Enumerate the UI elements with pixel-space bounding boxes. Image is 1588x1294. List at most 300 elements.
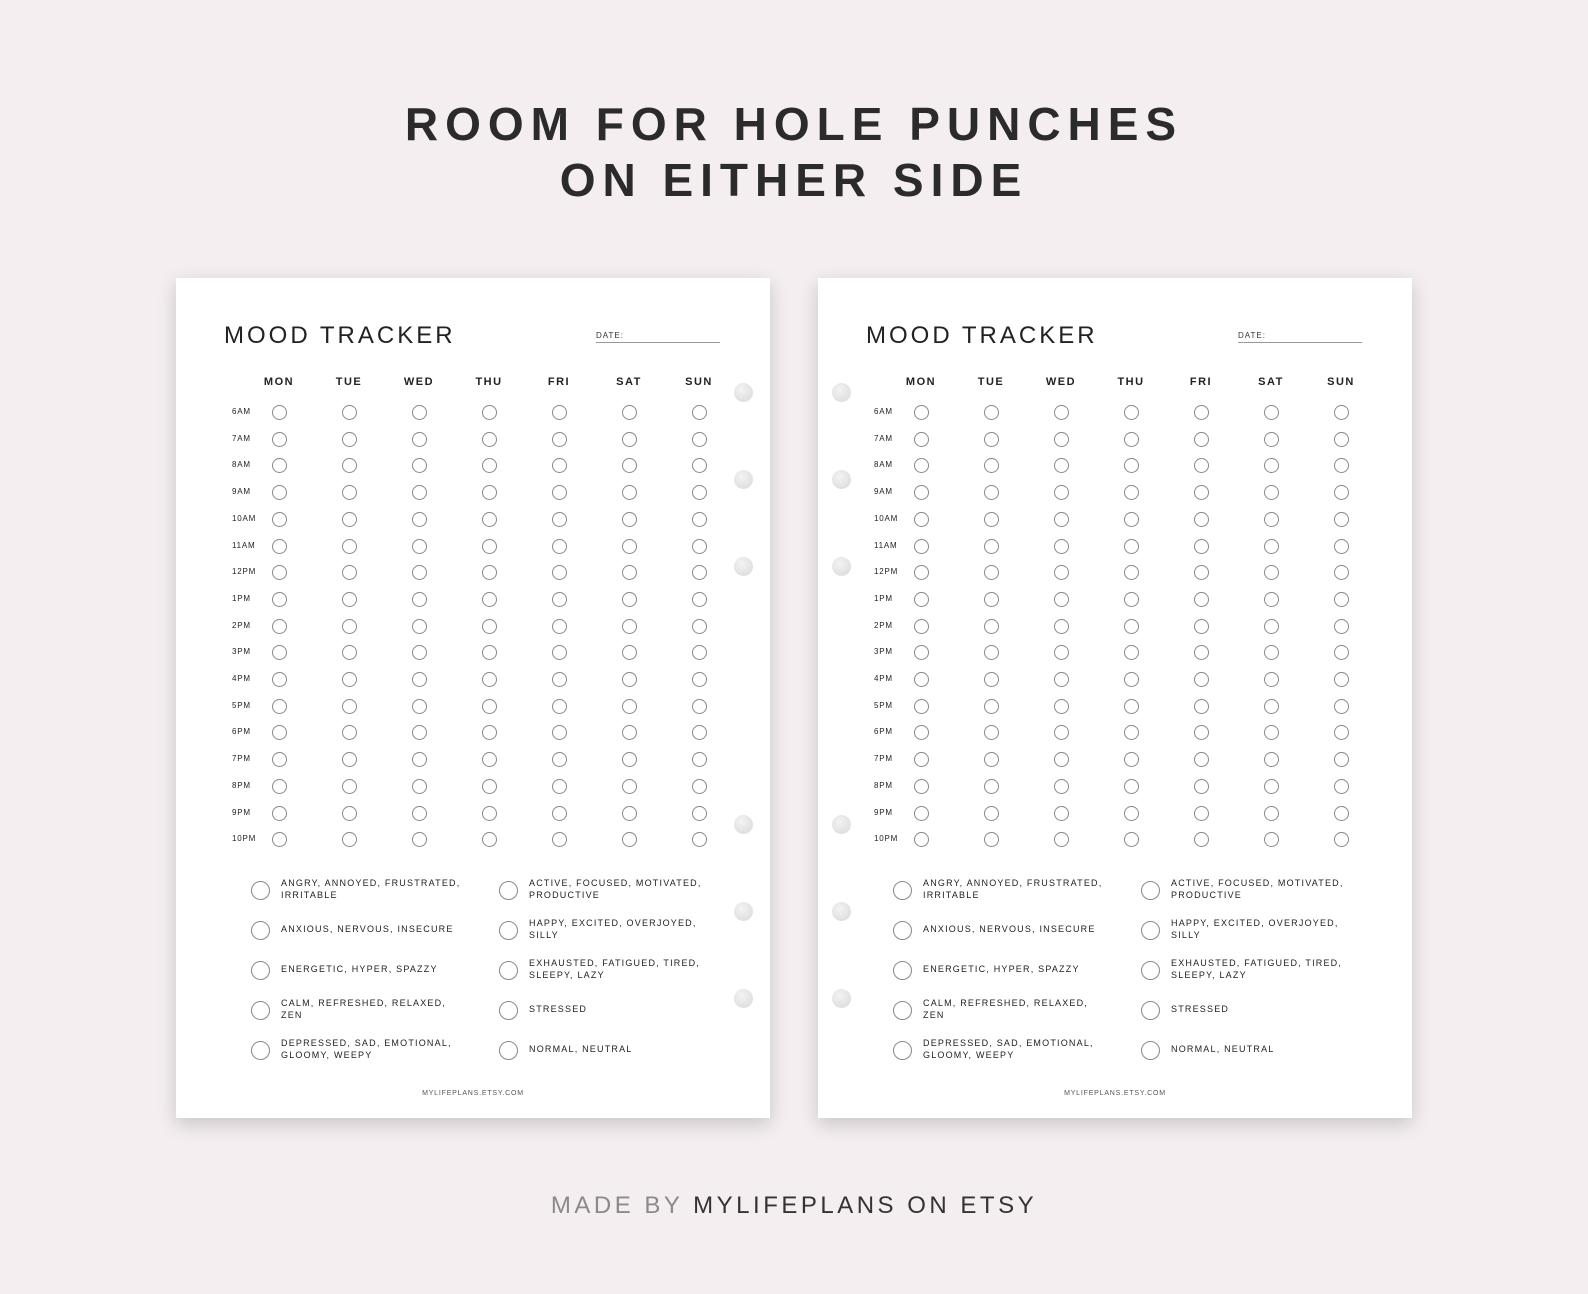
mood-slot-circle[interactable] xyxy=(342,619,357,634)
mood-slot-circle[interactable] xyxy=(412,405,427,420)
mood-legend-label: DEPRESSED, SAD, EMOTIONAL, GLOOMY, WEEPY xyxy=(923,1038,1094,1060)
mood-slot-circle[interactable] xyxy=(914,752,929,767)
mood-slot-circle[interactable] xyxy=(412,592,427,607)
mood-slot-circle[interactable] xyxy=(412,779,427,794)
mood-slot-circle[interactable] xyxy=(482,645,497,660)
day-header-sat: SAT xyxy=(616,376,642,388)
mood-slot-circle[interactable] xyxy=(1054,565,1069,580)
mood-legend-circle[interactable] xyxy=(1141,921,1160,940)
mood-slot-circle[interactable] xyxy=(412,725,427,740)
planner-page-right xyxy=(818,278,1412,1118)
mood-legend-circle[interactable] xyxy=(1141,1041,1160,1060)
mood-slot-circle[interactable] xyxy=(1054,699,1069,714)
mood-slot-circle[interactable] xyxy=(1334,699,1349,714)
mood-slot-circle[interactable] xyxy=(692,619,707,634)
mood-slot-circle[interactable] xyxy=(342,485,357,500)
mood-slot-circle[interactable] xyxy=(1124,539,1139,554)
mood-slot-circle[interactable] xyxy=(622,405,637,420)
mood-slot-circle[interactable] xyxy=(272,512,287,527)
mood-slot-circle[interactable] xyxy=(412,832,427,847)
mood-slot-circle[interactable] xyxy=(1334,405,1349,420)
mood-slot-circle[interactable] xyxy=(1194,752,1209,767)
mood-slot-circle[interactable] xyxy=(342,539,357,554)
mood-slot-circle[interactable] xyxy=(552,432,567,447)
time-label: 4PM xyxy=(874,674,893,683)
mood-slot-circle[interactable] xyxy=(1124,672,1139,687)
mood-slot-circle[interactable] xyxy=(692,699,707,714)
mood-slot-circle[interactable] xyxy=(1194,485,1209,500)
mood-slot-circle[interactable] xyxy=(272,806,287,821)
hole-punch-marker xyxy=(832,815,851,834)
mood-slot-circle[interactable] xyxy=(984,752,999,767)
mood-slot-circle[interactable] xyxy=(914,485,929,500)
website-label: MYLIFEPLANS.ETSY.COM xyxy=(1064,1090,1166,1097)
mood-legend-label: CALM, REFRESHED, RELAXED, ZEN xyxy=(281,998,447,1020)
mood-slot-circle[interactable] xyxy=(482,539,497,554)
mood-legend-label: NORMAL, NEUTRAL xyxy=(1171,1044,1275,1054)
mood-slot-circle[interactable] xyxy=(1264,432,1279,447)
mood-legend-circle[interactable] xyxy=(251,921,270,940)
mood-slot-circle[interactable] xyxy=(622,752,637,767)
mood-slot-circle[interactable] xyxy=(482,485,497,500)
mood-slot-circle[interactable] xyxy=(552,619,567,634)
mood-legend-circle[interactable] xyxy=(499,921,518,940)
mood-legend-label: EXHAUSTED, FATIGUED, TIRED, SLEEPY, LAZY xyxy=(529,958,701,980)
mood-slot-circle[interactable] xyxy=(482,619,497,634)
mood-legend-circle[interactable] xyxy=(499,1001,518,1020)
mood-slot-circle[interactable] xyxy=(692,512,707,527)
mood-legend-label: ANGRY, ANNOYED, FRUSTRATED, IRRITABLE xyxy=(281,878,461,900)
mood-slot-circle[interactable] xyxy=(914,432,929,447)
mood-slot-circle[interactable] xyxy=(1194,458,1209,473)
mood-slot-circle[interactable] xyxy=(1194,699,1209,714)
mood-slot-circle[interactable] xyxy=(622,512,637,527)
page-title: MOOD TRACKER xyxy=(866,322,1098,349)
hole-punch-marker xyxy=(734,470,753,489)
time-label: 4PM xyxy=(232,674,251,683)
mood-slot-circle[interactable] xyxy=(1264,512,1279,527)
day-header-tue: TUE xyxy=(977,376,1005,388)
mood-slot-circle[interactable] xyxy=(552,645,567,660)
mood-slot-circle[interactable] xyxy=(1264,458,1279,473)
mood-slot-circle[interactable] xyxy=(552,512,567,527)
mood-slot-circle[interactable] xyxy=(1334,752,1349,767)
mood-slot-circle[interactable] xyxy=(1334,779,1349,794)
mood-slot-circle[interactable] xyxy=(622,432,637,447)
mood-slot-circle[interactable] xyxy=(914,779,929,794)
mood-slot-circle[interactable] xyxy=(342,512,357,527)
mood-slot-circle[interactable] xyxy=(1124,645,1139,660)
mood-slot-circle[interactable] xyxy=(914,806,929,821)
mood-slot-circle[interactable] xyxy=(622,779,637,794)
mood-slot-circle[interactable] xyxy=(984,565,999,580)
mood-slot-circle[interactable] xyxy=(1194,806,1209,821)
mood-slot-circle[interactable] xyxy=(412,672,427,687)
time-label: 6PM xyxy=(232,727,251,737)
mood-slot-circle[interactable] xyxy=(272,752,287,767)
mood-slot-circle[interactable] xyxy=(412,699,427,714)
mood-slot-circle[interactable] xyxy=(1334,458,1349,473)
mood-slot-circle[interactable] xyxy=(552,458,567,473)
mood-slot-circle[interactable] xyxy=(914,512,929,527)
hole-punch-marker xyxy=(832,989,851,1008)
mood-slot-circle[interactable] xyxy=(1054,432,1069,447)
mood-slot-circle[interactable] xyxy=(1124,832,1139,847)
mood-legend-label: HAPPY, EXCITED, OVERJOYED, SILLY xyxy=(529,918,697,940)
mood-slot-circle[interactable] xyxy=(984,512,999,527)
mood-slot-circle[interactable] xyxy=(622,565,637,580)
time-label: 6AM xyxy=(874,407,893,416)
time-label: 10PM xyxy=(874,834,899,844)
time-label: 6PM xyxy=(874,727,893,737)
mood-slot-circle[interactable] xyxy=(622,539,637,554)
mood-slot-circle[interactable] xyxy=(1264,752,1279,767)
mood-slot-circle[interactable] xyxy=(552,405,567,420)
time-label: 8PM xyxy=(874,780,893,790)
mood-slot-circle[interactable] xyxy=(482,592,497,607)
mood-slot-circle[interactable] xyxy=(1194,565,1209,580)
mood-legend-circle[interactable] xyxy=(499,1041,518,1060)
mood-slot-circle[interactable] xyxy=(692,432,707,447)
mood-legend-circle[interactable] xyxy=(251,961,270,980)
mood-slot-circle[interactable] xyxy=(914,699,929,714)
mood-slot-circle[interactable] xyxy=(622,832,637,847)
mood-slot-circle[interactable] xyxy=(1124,752,1139,767)
mood-slot-circle[interactable] xyxy=(552,592,567,607)
mood-slot-circle[interactable] xyxy=(552,725,567,740)
mood-slot-circle[interactable] xyxy=(552,485,567,500)
mood-slot-circle[interactable] xyxy=(984,592,999,607)
mood-slot-circle[interactable] xyxy=(342,806,357,821)
mood-slot-circle[interactable] xyxy=(412,806,427,821)
mood-slot-circle[interactable] xyxy=(412,619,427,634)
mood-slot-circle[interactable] xyxy=(1124,512,1139,527)
mood-slot-circle[interactable] xyxy=(272,725,287,740)
footer-brand: MYLIFEPLANS ON ETSY xyxy=(693,1192,1038,1219)
time-label: 5PM xyxy=(232,700,251,710)
mood-slot-circle[interactable] xyxy=(482,432,497,447)
mood-slot-circle[interactable] xyxy=(1334,645,1349,660)
mood-slot-circle[interactable] xyxy=(1194,725,1209,740)
mood-slot-circle[interactable] xyxy=(1264,619,1279,634)
mood-legend-circle[interactable] xyxy=(499,961,518,980)
mood-slot-circle[interactable] xyxy=(1054,752,1069,767)
mood-slot-circle[interactable] xyxy=(1194,672,1209,687)
time-label: 12PM xyxy=(232,567,257,577)
mood-slot-circle[interactable] xyxy=(1054,672,1069,687)
mood-slot-circle[interactable] xyxy=(984,405,999,420)
mood-slot-circle[interactable] xyxy=(914,619,929,634)
mood-slot-circle[interactable] xyxy=(1054,806,1069,821)
mood-slot-circle[interactable] xyxy=(1054,592,1069,607)
mood-slot-circle[interactable] xyxy=(1264,832,1279,847)
mood-slot-circle[interactable] xyxy=(1124,485,1139,500)
mood-slot-circle[interactable] xyxy=(272,592,287,607)
mood-slot-circle[interactable] xyxy=(1194,779,1209,794)
mood-legend-circle[interactable] xyxy=(893,1041,912,1060)
time-label: 1PM xyxy=(874,593,893,603)
mood-legend-circle[interactable] xyxy=(251,1041,270,1060)
mood-slot-circle[interactable] xyxy=(692,539,707,554)
mood-slot-circle[interactable] xyxy=(272,405,287,420)
mood-slot-circle[interactable] xyxy=(914,539,929,554)
footer-made-by: MADE BY xyxy=(550,1192,683,1219)
mood-slot-circle[interactable] xyxy=(984,539,999,554)
mood-slot-circle[interactable] xyxy=(1124,806,1139,821)
mood-slot-circle[interactable] xyxy=(482,779,497,794)
mood-slot-circle[interactable] xyxy=(342,725,357,740)
mood-slot-circle[interactable] xyxy=(984,725,999,740)
mood-slot-circle[interactable] xyxy=(342,832,357,847)
mood-slot-circle[interactable] xyxy=(1054,725,1069,740)
mood-slot-circle[interactable] xyxy=(984,699,999,714)
mood-slot-circle[interactable] xyxy=(1054,405,1069,420)
mood-slot-circle[interactable] xyxy=(482,565,497,580)
mood-slot-circle[interactable] xyxy=(1054,458,1069,473)
mood-slot-circle[interactable] xyxy=(482,458,497,473)
mood-slot-circle[interactable] xyxy=(622,619,637,634)
time-label: 10AM xyxy=(874,513,899,523)
time-label: 3PM xyxy=(874,647,893,657)
mood-slot-circle[interactable] xyxy=(272,779,287,794)
mood-slot-circle[interactable] xyxy=(1124,725,1139,740)
mood-slot-circle[interactable] xyxy=(622,725,637,740)
mood-slot-circle[interactable] xyxy=(914,672,929,687)
day-header-tue: TUE xyxy=(335,376,363,388)
mood-slot-circle[interactable] xyxy=(914,645,929,660)
mood-slot-circle[interactable] xyxy=(1334,592,1349,607)
mood-legend-label: ANGRY, ANNOYED, FRUSTRATED, IRRITABLE xyxy=(923,878,1103,900)
day-header-thu: THU xyxy=(1117,376,1145,388)
mood-slot-circle[interactable] xyxy=(1054,779,1069,794)
mood-slot-circle[interactable] xyxy=(342,405,357,420)
mood-slot-circle[interactable] xyxy=(482,512,497,527)
mood-slot-circle[interactable] xyxy=(412,539,427,554)
mood-slot-circle[interactable] xyxy=(272,645,287,660)
mood-slot-circle[interactable] xyxy=(984,485,999,500)
mood-slot-circle[interactable] xyxy=(1264,539,1279,554)
mood-slot-circle[interactable] xyxy=(412,432,427,447)
mood-slot-circle[interactable] xyxy=(412,645,427,660)
mood-legend-circle[interactable] xyxy=(1141,1001,1160,1020)
mood-slot-circle[interactable] xyxy=(552,699,567,714)
mood-slot-circle[interactable] xyxy=(482,806,497,821)
mood-slot-circle[interactable] xyxy=(1334,512,1349,527)
mood-slot-circle[interactable] xyxy=(1334,539,1349,554)
hole-punch-marker xyxy=(734,383,753,402)
mood-slot-circle[interactable] xyxy=(692,832,707,847)
mood-slot-circle[interactable] xyxy=(342,672,357,687)
mood-slot-circle[interactable] xyxy=(1264,699,1279,714)
hole-punch-marker xyxy=(832,470,851,489)
mood-slot-circle[interactable] xyxy=(692,725,707,740)
mood-slot-circle[interactable] xyxy=(1264,806,1279,821)
mood-slot-circle[interactable] xyxy=(1124,779,1139,794)
mood-slot-circle[interactable] xyxy=(984,432,999,447)
mood-slot-circle[interactable] xyxy=(342,565,357,580)
mood-legend-circle[interactable] xyxy=(1141,881,1160,900)
mood-slot-circle[interactable] xyxy=(1124,699,1139,714)
website-label: MYLIFEPLANS.ETSY.COM xyxy=(422,1090,524,1097)
mood-slot-circle[interactable] xyxy=(552,832,567,847)
mood-slot-circle[interactable] xyxy=(1334,806,1349,821)
mood-slot-circle[interactable] xyxy=(1334,565,1349,580)
mood-legend-circle[interactable] xyxy=(893,921,912,940)
mood-slot-circle[interactable] xyxy=(622,699,637,714)
mood-slot-circle[interactable] xyxy=(1334,832,1349,847)
mood-slot-circle[interactable] xyxy=(692,672,707,687)
mood-slot-circle[interactable] xyxy=(272,432,287,447)
mood-slot-circle[interactable] xyxy=(1334,672,1349,687)
mood-slot-circle[interactable] xyxy=(1124,565,1139,580)
mood-slot-circle[interactable] xyxy=(412,565,427,580)
mood-slot-circle[interactable] xyxy=(1124,592,1139,607)
mood-slot-circle[interactable] xyxy=(1334,485,1349,500)
mood-slot-circle[interactable] xyxy=(692,405,707,420)
mood-slot-circle[interactable] xyxy=(342,699,357,714)
mood-slot-circle[interactable] xyxy=(1124,405,1139,420)
mood-legend-circle[interactable] xyxy=(251,881,270,900)
mood-legend-label: STRESSED xyxy=(529,1004,588,1014)
mood-slot-circle[interactable] xyxy=(984,806,999,821)
mood-slot-circle[interactable] xyxy=(1194,832,1209,847)
mood-slot-circle[interactable] xyxy=(984,619,999,634)
mood-slot-circle[interactable] xyxy=(342,779,357,794)
mood-slot-circle[interactable] xyxy=(552,672,567,687)
mood-slot-circle[interactable] xyxy=(914,405,929,420)
mood-slot-circle[interactable] xyxy=(1124,458,1139,473)
mood-slot-circle[interactable] xyxy=(1264,672,1279,687)
mood-slot-circle[interactable] xyxy=(482,725,497,740)
mood-slot-circle[interactable] xyxy=(1194,405,1209,420)
mood-slot-circle[interactable] xyxy=(622,458,637,473)
hole-punch-marker xyxy=(734,989,753,1008)
mood-slot-circle[interactable] xyxy=(412,485,427,500)
mood-slot-circle[interactable] xyxy=(1264,565,1279,580)
mood-slot-circle[interactable] xyxy=(1194,592,1209,607)
mood-legend-circle[interactable] xyxy=(893,1001,912,1020)
mood-slot-circle[interactable] xyxy=(914,832,929,847)
mood-slot-circle[interactable] xyxy=(1264,645,1279,660)
mood-slot-circle[interactable] xyxy=(692,458,707,473)
mood-slot-circle[interactable] xyxy=(1264,592,1279,607)
mood-slot-circle[interactable] xyxy=(1054,512,1069,527)
mood-slot-circle[interactable] xyxy=(1334,619,1349,634)
mood-slot-circle[interactable] xyxy=(692,645,707,660)
mood-slot-circle[interactable] xyxy=(1194,645,1209,660)
mood-slot-circle[interactable] xyxy=(272,832,287,847)
mood-slot-circle[interactable] xyxy=(1264,405,1279,420)
mood-slot-circle[interactable] xyxy=(1264,779,1279,794)
mood-slot-circle[interactable] xyxy=(692,806,707,821)
mood-legend-circle[interactable] xyxy=(893,961,912,980)
mood-slot-circle[interactable] xyxy=(914,592,929,607)
mood-slot-circle[interactable] xyxy=(342,458,357,473)
mood-slot-circle[interactable] xyxy=(552,565,567,580)
mood-slot-circle[interactable] xyxy=(1054,645,1069,660)
mood-slot-circle[interactable] xyxy=(1194,539,1209,554)
mood-slot-circle[interactable] xyxy=(482,752,497,767)
mood-slot-circle[interactable] xyxy=(984,645,999,660)
mood-slot-circle[interactable] xyxy=(272,485,287,500)
mood-slot-circle[interactable] xyxy=(914,565,929,580)
mood-slot-circle[interactable] xyxy=(1194,619,1209,634)
mood-slot-circle[interactable] xyxy=(482,672,497,687)
mood-slot-circle[interactable] xyxy=(272,672,287,687)
mood-slot-circle[interactable] xyxy=(984,832,999,847)
mood-legend-label: ANXIOUS, NERVOUS, INSECURE xyxy=(923,924,1096,934)
mood-slot-circle[interactable] xyxy=(482,405,497,420)
mood-legend-circle[interactable] xyxy=(893,881,912,900)
mood-slot-circle[interactable] xyxy=(552,752,567,767)
mood-slot-circle[interactable] xyxy=(984,458,999,473)
mood-slot-circle[interactable] xyxy=(272,699,287,714)
mood-slot-circle[interactable] xyxy=(1124,619,1139,634)
mood-slot-circle[interactable] xyxy=(1054,619,1069,634)
mood-legend-circle[interactable] xyxy=(1141,961,1160,980)
mood-slot-circle[interactable] xyxy=(1334,432,1349,447)
mood-slot-circle[interactable] xyxy=(1124,432,1139,447)
mood-slot-circle[interactable] xyxy=(552,779,567,794)
mood-slot-circle[interactable] xyxy=(552,539,567,554)
mood-slot-circle[interactable] xyxy=(692,485,707,500)
mood-slot-circle[interactable] xyxy=(1054,485,1069,500)
mood-slot-circle[interactable] xyxy=(984,672,999,687)
mood-slot-circle[interactable] xyxy=(552,806,567,821)
mood-slot-circle[interactable] xyxy=(342,645,357,660)
mood-slot-circle[interactable] xyxy=(342,592,357,607)
tracker-grid xyxy=(176,278,770,1118)
mood-slot-circle[interactable] xyxy=(622,485,637,500)
mood-slot-circle[interactable] xyxy=(622,806,637,821)
time-label: 8AM xyxy=(232,460,251,470)
mood-slot-circle[interactable] xyxy=(1054,832,1069,847)
mood-slot-circle[interactable] xyxy=(342,432,357,447)
mood-slot-circle[interactable] xyxy=(1194,512,1209,527)
day-header-thu: THU xyxy=(475,376,503,388)
mood-slot-circle[interactable] xyxy=(412,512,427,527)
mood-slot-circle[interactable] xyxy=(272,458,287,473)
day-header-sun: SUN xyxy=(1327,376,1355,388)
mood-slot-circle[interactable] xyxy=(984,779,999,794)
mood-slot-circle[interactable] xyxy=(342,752,357,767)
mood-slot-circle[interactable] xyxy=(1194,432,1209,447)
mood-slot-circle[interactable] xyxy=(1054,539,1069,554)
mood-legend-circle[interactable] xyxy=(251,1001,270,1020)
time-label: 3PM xyxy=(232,647,251,657)
mood-slot-circle[interactable] xyxy=(622,592,637,607)
mood-slot-circle[interactable] xyxy=(272,539,287,554)
mood-slot-circle[interactable] xyxy=(272,619,287,634)
mood-legend-circle[interactable] xyxy=(499,881,518,900)
mood-slot-circle[interactable] xyxy=(1334,725,1349,740)
mood-slot-circle[interactable] xyxy=(412,458,427,473)
mood-slot-circle[interactable] xyxy=(692,592,707,607)
mood-slot-circle[interactable] xyxy=(692,565,707,580)
mood-slot-circle[interactable] xyxy=(1264,725,1279,740)
mood-slot-circle[interactable] xyxy=(482,832,497,847)
mood-slot-circle[interactable] xyxy=(692,752,707,767)
mood-slot-circle[interactable] xyxy=(692,779,707,794)
mood-slot-circle[interactable] xyxy=(482,699,497,714)
mood-slot-circle[interactable] xyxy=(412,752,427,767)
mood-slot-circle[interactable] xyxy=(914,725,929,740)
mood-slot-circle[interactable] xyxy=(1264,485,1279,500)
mood-slot-circle[interactable] xyxy=(914,458,929,473)
mood-slot-circle[interactable] xyxy=(272,565,287,580)
mood-slot-circle[interactable] xyxy=(622,672,637,687)
mood-slot-circle[interactable] xyxy=(622,645,637,660)
